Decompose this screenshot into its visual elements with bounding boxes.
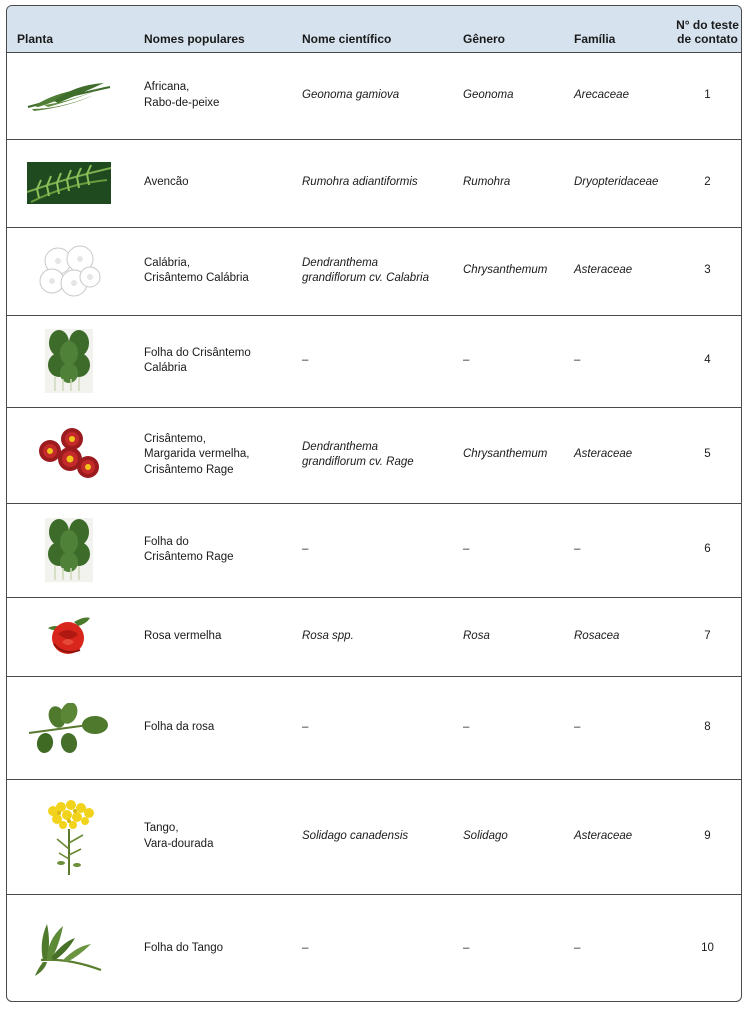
popular-names-cell: Crisântemo, Margarida vermelha, Crisântemo Rage [144,407,302,503]
header-test-number: N° do teste de contato [676,17,739,46]
popular-names-cell: Folha da rosa [144,676,302,779]
red-rose-icon [21,603,117,671]
chrysanthemum-leaf-icon [21,327,117,395]
genus-cell: – [463,894,574,1002]
scientific-name-cell: Rumohra adiantiformis [302,139,463,227]
family-cell: Asteraceae [574,407,672,503]
family-cell: Dryopteridaceae [574,139,672,227]
chrysanthemum-leaf-icon [21,516,117,584]
table-row [7,52,742,139]
plant-table [7,6,742,1002]
test-number-cell: 3 [672,227,742,315]
rose-leaf-icon [21,694,117,762]
popular-names-cell: Tango, Vara-dourada [144,779,302,894]
genus-cell: – [463,676,574,779]
table-header-row [7,6,742,52]
goldenrod-leaf-icon [21,914,117,982]
table-row [7,139,742,227]
header-scientific-name: Nome científico [302,31,392,46]
header-family: Família [574,31,616,46]
genus-cell: Geonoma [463,52,574,139]
table-row [7,779,742,894]
header-genus: Gênero [463,31,506,46]
family-cell: – [574,503,672,597]
scientific-name-cell: – [302,894,463,1002]
family-cell: – [574,894,672,1002]
family-cell: – [574,676,672,779]
genus-cell: Rumohra [463,139,574,227]
red-chrysanthemum-icon [21,421,117,489]
genus-cell: Rosa [463,597,574,676]
popular-names-cell: Folha do Crisântemo Calábria [144,315,302,407]
popular-names-cell: Folha do Crisântemo Rage [144,503,302,597]
genus-cell: – [463,315,574,407]
genus-cell: Chrysanthemum [463,227,574,315]
scientific-name-cell: Rosa spp. [302,597,463,676]
test-number-cell: 1 [672,52,742,139]
table-row [7,227,742,315]
test-number-cell: 4 [672,315,742,407]
header-plant: Planta [17,31,54,46]
test-number-cell: 7 [672,597,742,676]
popular-names-cell: Africana, Rabo-de-peixe [144,52,302,139]
white-chrysanthemum-icon [21,237,117,305]
popular-names-cell: Rosa vermelha [144,597,302,676]
popular-names-cell: Avencão [144,139,302,227]
scientific-name-cell: – [302,315,463,407]
table-row [7,597,742,676]
scientific-name-cell: Geonoma gamiova [302,52,463,139]
popular-names-cell: Calábria, Crisântemo Calábria [144,227,302,315]
family-cell: Asteraceae [574,779,672,894]
table-row [7,407,742,503]
table-row [7,503,742,597]
scientific-name-cell: Solidago canadensis [302,779,463,894]
palm-leaf-icon [21,62,117,130]
test-number-cell: 5 [672,407,742,503]
family-cell: Asteraceae [574,227,672,315]
table-row [7,894,742,1002]
table-row [7,315,742,407]
genus-cell: Chrysanthemum [463,407,574,503]
fern-leaf-icon [21,149,117,217]
scientific-name-cell: – [302,503,463,597]
test-number-cell: 10 [672,894,742,1002]
test-number-cell: 8 [672,676,742,779]
genus-cell: Solidago [463,779,574,894]
goldenrod-flower-icon [21,797,117,877]
test-number-cell: 9 [672,779,742,894]
scientific-name-cell: Dendranthema grandiflorum cv. Rage [302,407,463,503]
table-row [7,676,742,779]
genus-cell: – [463,503,574,597]
test-number-cell: 2 [672,139,742,227]
popular-names-cell: Folha do Tango [144,894,302,1002]
family-cell: – [574,315,672,407]
family-cell: Arecaceae [574,52,672,139]
test-number-cell: 6 [672,503,742,597]
family-cell: Rosacea [574,597,672,676]
scientific-name-cell: Dendranthema grandiflorum cv. Calabria [302,227,463,315]
header-popular-names: Nomes populares [144,31,245,46]
scientific-name-cell: – [302,676,463,779]
plant-table-frame [6,5,742,1002]
